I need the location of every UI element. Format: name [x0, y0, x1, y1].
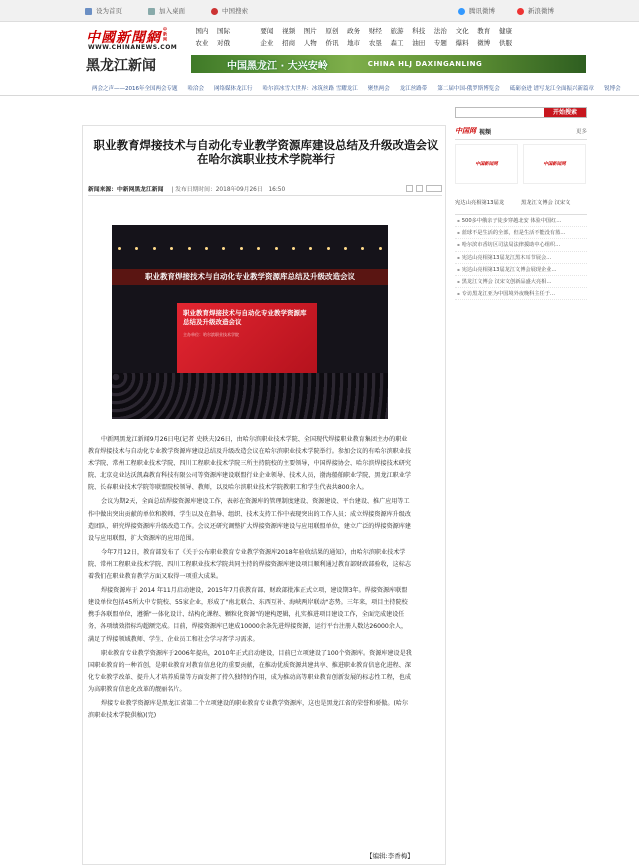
article-paragraph: 中新网黑龙江新闻9月26日电(记者 史轶夫)26日，由哈尔滨职业技术学院、全国现代焊接职业教育集团主办的职业教育焊接技术与自动化专业教学资源库建设总结及升级改造会议在哈尔滨职业技术学院举行。参加会议的有哈尔滨职业技术学院、常州工程职业技术学院、四川工程职业技术学院三所主持院校的主要领导，中国焊接协会、哈尔滨焊接技术研究院、北京竞业达沃凯森教育科技有限公司等资源库建设联盟行业企业领导、技术人员，渤海船舶职业学院、黑龙江职业学院、长春职业技术学院等联盟院校领导、教师，以及哈尔滨职业技术学院教职工和学生代表共800余人。 [88, 436, 411, 492]
subnav-link[interactable]: 锐博会 [604, 85, 621, 92]
set-homepage-link[interactable]: 设为首页 [85, 6, 122, 15]
video-thumb[interactable]: 中国新闻网 [455, 144, 518, 184]
nav-item[interactable]: 供服 [498, 39, 512, 47]
news-list [455, 214, 587, 300]
nav-item[interactable]: 教育 [477, 27, 491, 35]
search-icon [211, 8, 218, 15]
subnav-link[interactable]: 砥砺奋进 谱写龙江全面振兴新篇章 [509, 85, 595, 92]
site-header [0, 22, 639, 74]
nav-item[interactable]: 爆料 [455, 39, 469, 47]
china-search-link[interactable]: 中国搜索 [211, 6, 248, 15]
nav-item[interactable]: 图片 [303, 27, 317, 35]
nav-item[interactable]: 人物 [303, 39, 317, 47]
top-bar [0, 0, 639, 22]
search-input[interactable] [456, 108, 544, 117]
video-caption[interactable]: 黑龙江文博会 汉宋文 [521, 200, 571, 206]
news-list-item[interactable]: ▪ 专访黑龙江亚为中国境外夜晚科主任于… [455, 288, 587, 300]
nav-item[interactable]: 原创 [325, 27, 339, 35]
nav-item[interactable]: 对俄 [217, 39, 231, 47]
video-logo: 中国网 [455, 127, 476, 135]
article-body [88, 434, 412, 724]
nav-item[interactable]: 油田 [412, 39, 426, 47]
nav-item[interactable]: 财经 [368, 27, 382, 35]
article-meta [88, 184, 442, 193]
nav-item[interactable]: 视频 [282, 27, 296, 35]
subnav-link[interactable]: 聚焦两会 [367, 85, 390, 92]
article-editor: 【编辑:李香梅】 [366, 852, 414, 860]
nav-item[interactable]: 科技 [412, 27, 426, 35]
nav-item[interactable]: 法治 [433, 27, 447, 35]
add-desktop-link[interactable]: 加入桌面 [148, 6, 185, 15]
font-size-small-button[interactable] [406, 185, 413, 192]
article-title: 职业教育焊接技术与自动化专业教学资源库建设总结及升级改造会议在哈尔滨职业技术学院举行 [93, 138, 439, 166]
region-title[interactable]: 黑龙江新闻 [86, 58, 156, 74]
share-button[interactable] [426, 185, 442, 192]
nav-item[interactable]: 国际 [217, 27, 231, 35]
news-list-item[interactable]: ▪ 宪达山亮相第13届龙江黑木耳节展会… [455, 252, 587, 264]
nav-item[interactable]: 健康 [498, 27, 512, 35]
nav-item[interactable]: 要闻 [260, 27, 274, 35]
news-list-item[interactable]: ▪ 宪达山亮相第13届龙江文博会展现企业… [455, 264, 587, 276]
article-date: | 发布日期时间：2018年09月26日 16:50 [171, 187, 286, 193]
more-link[interactable]: 更多 [575, 129, 587, 135]
site-url: WWW.CHINANEWS.COM [88, 44, 178, 51]
video-header [455, 126, 587, 140]
font-size-large-button[interactable] [416, 185, 423, 192]
nav-item[interactable]: 地市 [347, 39, 361, 47]
nav-item[interactable]: 国内 [195, 27, 209, 35]
subnav-link[interactable]: 哈尔滨冰雪大世界：冰筑丝路 雪耀龙江 [262, 85, 358, 92]
article-paragraph: 焊接资源库于 2014 年11月启动建设，2015年7月获教育部、财政部批准正式立项，建设期3年。焊接资源库联盟建设单位包括45所大中专院校、55家企业，形成了"南北联合、东西互补、海峡两岸联动"态势。三年来，项目主持院校携手各联盟单位，遵循"一体化设计、结构化课程、颗粒化资源"的建构逻辑，扎实推进项目建设工作，全面完成建设任务，各项绩效指标均超额完成。目前，焊接资源库已建成10000余条先进焊接资源，运行平台注册人数达26000余人，满足了焊接领域教师、学生、企业员工和社会学习者学习需求。 [88, 587, 408, 643]
desktop-icon [148, 8, 155, 15]
article-paragraph: 今年7月12日，教育部发布了《关于公布职业教育专业教学资源库2018年验收结果的通知》，由哈尔滨职业技术学院、常州工程职业技术学院、四川工程职业技术学院共同主持的焊接资源库建设项目顺利通过教育部财政部验收，这标志着我们在职业教育教学方面又取得一项重大成果。 [88, 548, 411, 581]
article-paragraph: 焊接专业教学资源库是黑龙江省第二个立项建设的职业教育专业教学资源库，这也是黑龙江省的荣誉和骄傲。(哈尔滨职业技术学院供稿)(完) [88, 699, 409, 720]
video-label: 视频 [479, 128, 492, 136]
subnav-link[interactable]: 网络媒体龙江行 [214, 85, 253, 92]
search-box [455, 107, 587, 118]
article-paragraph: 会议为期2天，全面总结焊接资源库建设工作，表彰在资源库的管理制度建设、资源建设、平台建设、推广应用等工作中做出突出贡献的单位和教师、学生以及在指导、组织、技术支持工作中表现突出的工作人员；成立焊接资源库升级改造团队，研究焊接资源库升级改造工作。会议还研究调整扩大焊接资源库建设与应用联盟单位，建立广泛的焊接资源库建设与应用联盟，扩大资源库的应用范围。 [88, 498, 411, 542]
sina-weibo-link[interactable]: 新浪微博 [517, 6, 554, 15]
video-thumb[interactable]: 中国新闻网 [523, 144, 586, 184]
nav-item[interactable]: 专题 [433, 39, 447, 47]
video-captions [455, 198, 587, 206]
news-list-item[interactable]: ▪ 黑龙江文博会 汉宋文创新品盛大亮相… [455, 276, 587, 288]
nav-item[interactable]: 森工 [390, 39, 404, 47]
article-source: 新闻来源：中新网黑龙江新闻 [88, 187, 164, 193]
divider [88, 195, 442, 196]
video-caption[interactable]: 宪达山亮相第13届龙 [455, 200, 505, 206]
nav-item[interactable]: 侨讯 [325, 39, 339, 47]
tencent-weibo-link[interactable]: 腾讯微博 [458, 6, 495, 15]
nav-item[interactable]: 文化 [455, 27, 469, 35]
nav-item[interactable]: 企业 [260, 39, 274, 47]
subnav-link[interactable]: 龙江丝路带 [399, 85, 428, 92]
video-thumbs [455, 144, 587, 184]
sidebar [455, 107, 587, 300]
photo-screen: 职业教育焊接技术与自动化专业教学资源库总结及升级改造会议 主办单位：哈尔滨职业技术学院 [177, 303, 317, 373]
subnav-link[interactable]: 哈洽会 [187, 85, 205, 92]
photo-banner: 职业教育焊接技术与自动化专业教学资源库总结及升级改造会议 [112, 269, 388, 285]
tencent-weibo-icon [458, 8, 465, 15]
subnav-link[interactable]: 第二届中国-俄罗斯博览会 [437, 85, 500, 92]
news-list-item[interactable]: ▪ 500多中俄亲子徒步穿越北安 体验中国红… [455, 215, 587, 227]
article-paragraph: 职业教育专业教学资源库于2006年提出，2010年正式启动建设，目前已立项建设了100个资源库。资源库建设是我国职业教育的一种首创，是职业教育对教育信息化的重要贡献，在推动优质资源共建共享、推进职业教育信息化进程、深化专业教学改革、提升人才培养质量等方面发挥了持久独特的作用，成为推动高等职业教育创新发展的标志性工程，也成为高职教育信息化改革的靓丽名片。 [88, 649, 412, 693]
nav-item[interactable]: 农垦 [368, 39, 382, 47]
sina-weibo-icon [517, 8, 524, 15]
nav-item[interactable]: 农业 [195, 39, 209, 47]
photo-audience [112, 373, 388, 419]
nav-item[interactable]: 微博 [477, 39, 491, 47]
search-button[interactable]: 开始搜索 [544, 108, 586, 117]
ceiling-lights [118, 243, 382, 261]
news-list-item[interactable]: ▪ 哈尔滨市香坊区司法局法律援助中心组织… [455, 239, 587, 251]
chinanews-logo[interactable]: 中國新聞網 中新网 [86, 27, 168, 46]
sub-nav [0, 80, 639, 96]
font-controls [406, 185, 442, 192]
main-nav [191, 26, 516, 47]
article-photo [112, 225, 388, 419]
subnav-link[interactable]: 两会之声——2016年全国两会专题 [92, 85, 178, 92]
home-icon [85, 8, 92, 15]
nav-item[interactable]: 旅游 [390, 27, 404, 35]
ad-banner[interactable]: 中国黑龙江 · 大兴安岭 CHINA HLJ DAXINGANLING [191, 55, 586, 73]
nav-item[interactable]: 招商 [282, 39, 296, 47]
nav-item[interactable]: 政务 [347, 27, 361, 35]
news-list-item[interactable]: ▪ 蓝球不是生活的全部，但是生活不能没有篮… [455, 227, 587, 239]
